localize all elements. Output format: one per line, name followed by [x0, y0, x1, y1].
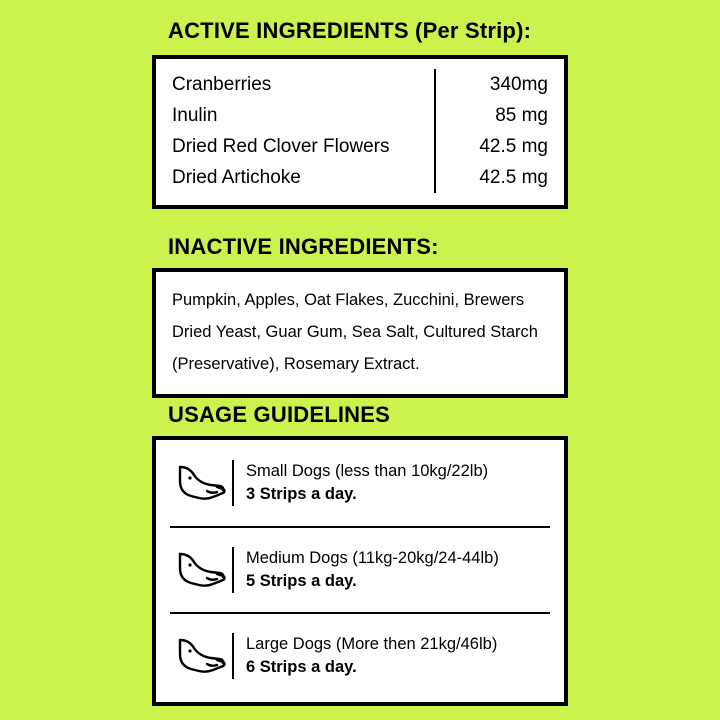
- active-ingredient-row: [172, 162, 548, 193]
- usage-text: [234, 633, 550, 679]
- usage-size-label: Small Dogs (less than 10kg/22lb): [246, 462, 489, 480]
- usage-size-label: Medium Dogs (11kg-20kg/24-44lb): [246, 549, 499, 567]
- inactive-ingredients-title: INACTIVE INGREDIENTS:: [168, 234, 439, 259]
- usage-guidelines-title: USAGE GUIDELINES: [168, 402, 391, 427]
- inactive-ingredients-panel: [152, 268, 568, 398]
- dog-head-icon: [170, 548, 232, 592]
- usage-text: [234, 460, 550, 506]
- active-ingredient-name: Inulin: [172, 104, 218, 126]
- active-ingredient-amount: 42.5 mg: [479, 166, 548, 188]
- usage-dose-label: 6 Strips a day.: [246, 658, 357, 676]
- active-ingredients-title: ACTIVE INGREDIENTS (Per Strip):: [168, 18, 532, 43]
- usage-text: [234, 547, 550, 593]
- usage-guidelines-panel: [152, 436, 568, 706]
- usage-row: [170, 526, 550, 612]
- active-ingredient-row: [172, 100, 548, 131]
- usage-row: [170, 612, 550, 698]
- usage-dose-label: 3 Strips a day.: [246, 485, 357, 503]
- active-ingredient-amount: 42.5 mg: [479, 135, 548, 157]
- active-ingredient-name: Cranberries: [172, 73, 272, 95]
- active-ingredient-row: [172, 131, 548, 162]
- active-ingredient-name: Dried Artichoke: [172, 166, 301, 188]
- active-ingredient-amount: 85 mg: [495, 104, 548, 126]
- usage-row: [170, 440, 550, 526]
- active-ingredient-row: [172, 69, 548, 100]
- dog-head-icon: [170, 461, 232, 505]
- active-ingredient-amount: 340mg: [489, 73, 548, 95]
- usage-dose-label: 5 Strips a day.: [246, 572, 357, 590]
- inactive-ingredients-text: Pumpkin, Apples, Oat Flakes, Zucchini, Brewers Dried Yeast, Guar Gum, Sea Salt, Cultured Starch (Preservative), Rosemary Extract.: [172, 291, 538, 373]
- active-ingredients-panel: [152, 55, 568, 209]
- active-ingredient-name: Dried Red Clover Flowers: [172, 135, 390, 157]
- dog-head-icon: [170, 634, 232, 678]
- usage-size-label: Large Dogs (More then 21kg/46lb): [246, 635, 498, 653]
